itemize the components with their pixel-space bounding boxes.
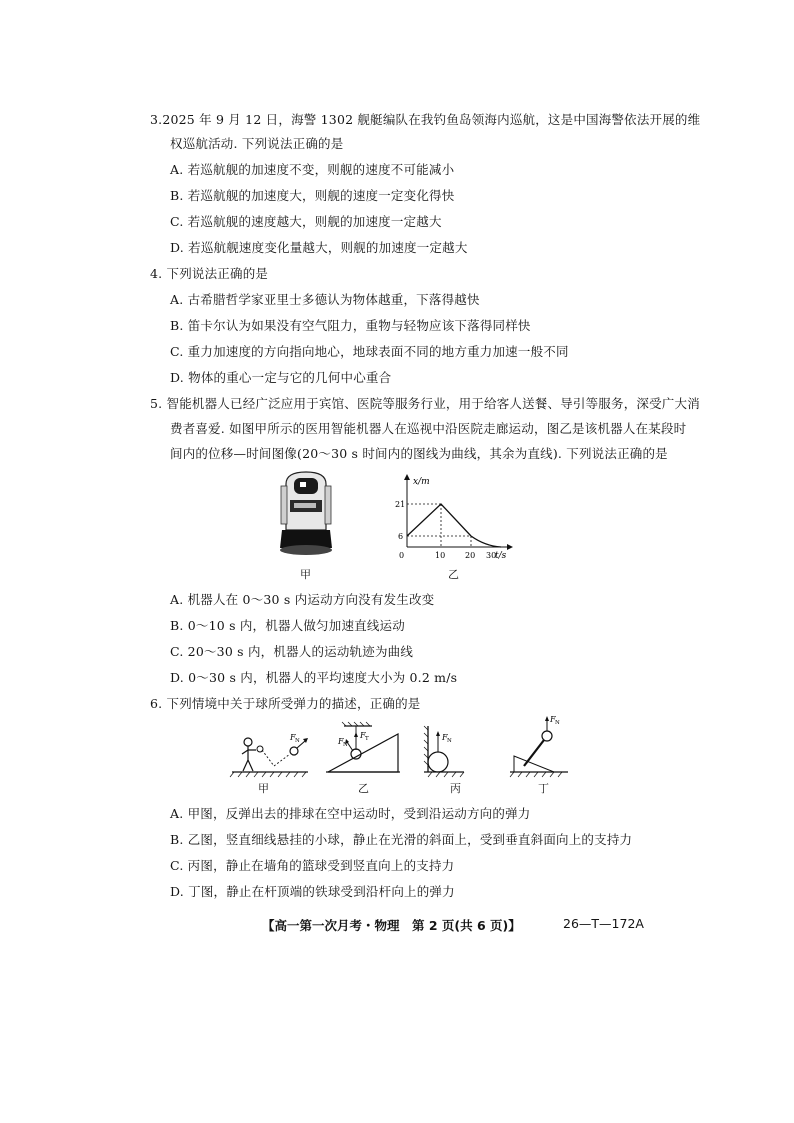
figure-yi-incline <box>322 720 402 778</box>
fn-label-jia: F <box>290 733 296 742</box>
graph-xtick-20: 20 <box>465 551 476 560</box>
fn-sub-bing: N <box>447 738 452 744</box>
xt-line-segments <box>407 504 471 536</box>
figure-ding-rod <box>506 712 570 778</box>
player-head <box>244 738 252 746</box>
graph-ylabel: x/m <box>413 477 430 487</box>
q6-option-b: B. 乙图，竖直细线悬挂的小球，静止在光滑的斜面上，受到垂直斜面向上的支持力 <box>170 832 633 847</box>
fn-label-yi: F <box>338 737 344 746</box>
q4-option-a: A. 古希腊哲学家亚里士多德认为物体越重，下落得越快 <box>170 292 480 307</box>
q5-option-b: B. 0～10 s 内，机器人做匀加速直线运动 <box>170 618 405 633</box>
xt-graph <box>385 472 515 562</box>
q6-caption-bing: 丙 <box>450 782 461 795</box>
rod <box>524 740 544 766</box>
graph-ytick-21: 21 <box>395 500 406 509</box>
q6-stem: 6. 下列情境中关于球所受弹力的描述，正确的是 <box>150 696 421 711</box>
q5-option-a: A. 机器人在 0～30 s 内运动方向没有发生改变 <box>170 592 435 607</box>
basketball <box>428 752 448 772</box>
fn-label-bing: F <box>442 733 448 742</box>
fn-sub-ding: N <box>555 720 560 726</box>
q4-option-c: C. 重力加速度的方向指向地心，地球表面不同的地方重力加速一般不同 <box>170 344 569 359</box>
q4-stem: 4. 下列说法正确的是 <box>150 266 269 281</box>
ding-base <box>514 756 554 772</box>
graph-origin: 0 <box>399 551 405 560</box>
q5-stem-line1: 5. 智能机器人已经广泛应用于宾馆、医院等服务行业，用于给客人送餐、导引等服务，深受广大消 <box>150 396 700 411</box>
figure-jia-volleyball <box>228 720 312 778</box>
q5-caption-yi: 乙 <box>448 568 459 581</box>
q5-option-c: C. 20～30 s 内，机器人的运动轨迹为曲线 <box>170 644 414 659</box>
q6-caption-ding: 丁 <box>538 782 549 795</box>
graph-xtick-30: 30 <box>486 551 497 560</box>
q4-option-d: D. 物体的重心一定与它的几何中心重合 <box>170 370 392 385</box>
q6-option-d: D. 丁图，静止在杆顶端的铁球受到沿杆向上的弹力 <box>170 884 455 899</box>
ft-label-yi: F <box>360 731 366 740</box>
q3-stem-line1: 3.2025 年 9 月 12 日，海警 1302 舰艇编队在我钓鱼岛领海内巡航，这是中国海警依法开展的维 <box>150 112 701 127</box>
ft-sub-yi: T <box>365 736 369 742</box>
page-footer-title: 【高一第一次月考・物理 第 2 页(共 6 页)】 <box>262 918 521 933</box>
q3-option-b: B. 若巡航舰的加速度大，则舰的速度一定变化得快 <box>170 188 455 203</box>
robot-figure <box>278 470 334 562</box>
q6-caption-yi: 乙 <box>358 782 369 795</box>
ball-path <box>262 750 290 766</box>
xt-curve-segment <box>471 536 501 547</box>
q6-option-c: C. 丙图，静止在墙角的篮球受到竖直向上的支持力 <box>170 858 455 873</box>
iron-ball <box>542 731 552 741</box>
q5-caption-jia: 甲 <box>300 568 311 581</box>
q5-option-d: D. 0～30 s 内，机器人的平均速度大小为 0.2 m/s <box>170 670 458 685</box>
q6-caption-jia: 甲 <box>258 782 269 795</box>
figure-bing-corner <box>418 720 468 778</box>
graph-ytick-6: 6 <box>398 532 404 541</box>
player-body <box>242 746 256 771</box>
q3-option-c: C. 若巡航舰的速度越大，则舰的加速度一定越大 <box>170 214 442 229</box>
fn-label-ding: F <box>550 715 556 724</box>
graph-xlabel: t/s <box>495 551 507 561</box>
q3-option-a: A. 若巡航舰的加速度不变，则舰的速度不可能减小 <box>170 162 455 177</box>
q4-option-b: B. 笛卡尔认为如果没有空气阻力，重物与轻物应该下落得同样快 <box>170 318 531 333</box>
q3-stem-line2: 权巡航活动. 下列说法正确的是 <box>170 136 344 151</box>
fn-sub-jia: N <box>295 738 300 744</box>
q5-stem-line3: 间内的位移—时间图像(20～30 s 时间内的图线为曲线，其余为直线). 下列说法正确的是 <box>170 446 668 461</box>
volleyball <box>290 747 298 755</box>
q5-stem-line2: 费者喜爱. 如图甲所示的医用智能机器人在巡视中沿医院走廊运动，图乙是该机器人在某段时 <box>170 421 687 436</box>
graph-xtick-10: 10 <box>435 551 446 560</box>
page-footer-code: 26—T—172A <box>563 916 644 931</box>
q6-option-a: A. 甲图，反弹出去的排球在空中运动时，受到沿运动方向的弹力 <box>170 806 531 821</box>
q3-option-d: D. 若巡航舰速度变化量越大，则舰的加速度一定越大 <box>170 240 468 255</box>
fn-sub-yi: N <box>343 742 348 748</box>
